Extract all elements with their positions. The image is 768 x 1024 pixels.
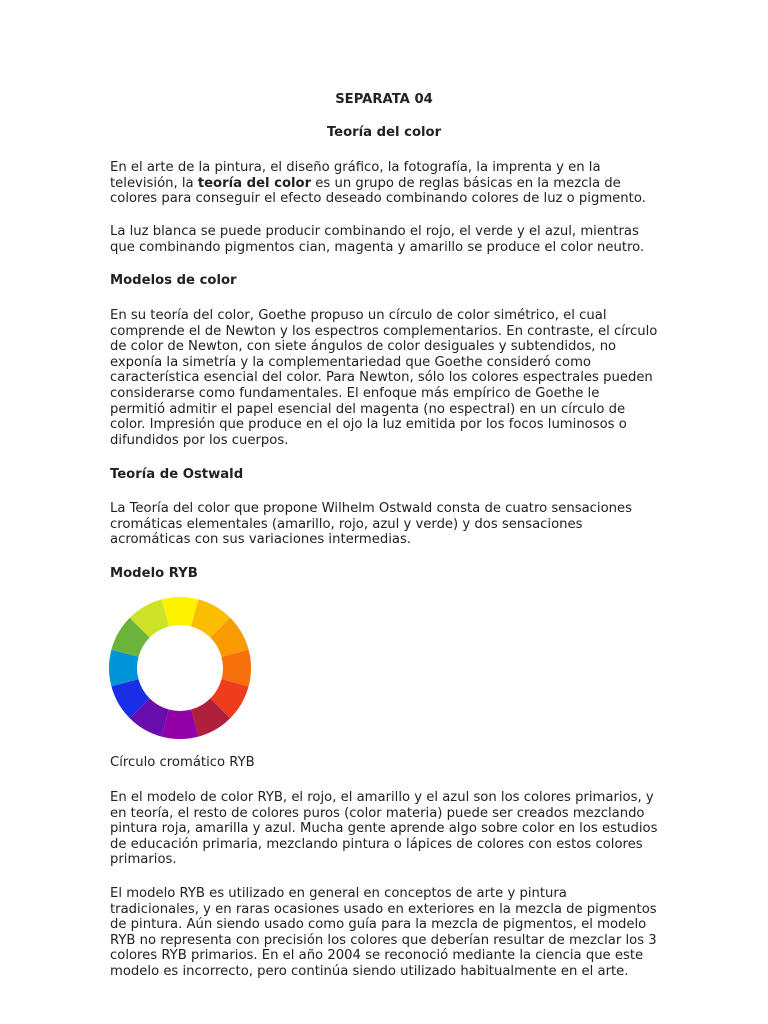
ryb-color-wheel bbox=[108, 596, 252, 740]
ostwald-text: La Teoría del color que propone Wilhelm Ostwald consta de cuatro sensaciones cromáticas elementales (amarillo, rojo, azul y verde) y dos sensaciones acromáticas con sus variaciones intermedias. bbox=[110, 501, 632, 548]
ryb-p2-text: El modelo RYB es utilizado en general en conceptos de arte y pintura tradicionales, y en raras ocasiones usado en exteriores en la mezcla de pigmentos de pintura. Aún siendo usado como guía para la mezcla de pigmentos, el modelo RYB no representa con precisión los colores que deberían resultar de mezclar los 3 colores RYB primarios. En el año 2004 se reconoció mediante la ciencia que este modelo es incorrecto, pero continúa siendo utilizado habitualmente en el arte. bbox=[110, 886, 657, 979]
ryb-p1-text: En el modelo de color RYB, el rojo, el amarillo y el azul son los colores primarios, y en teoría, el resto de colores puros (color materia) puede ser creados mezclando pintura roja, amarilla y azul. Mucha gente aprende algo sobre color en los estudios de educación primaria, mezclando pintura o lápices de colores con estos colores primarios. bbox=[110, 790, 658, 868]
document-subtitle: Teoría del color bbox=[326, 125, 442, 140]
intro-p1-post: es un grupo de reglas básicas en la mezcla de colores para conseguir el efecto deseado combinando colores de luz o pigmento. bbox=[110, 175, 646, 207]
section-heading-ryb: Modelo RYB bbox=[110, 566, 198, 581]
intro-p1-pre: En el arte de la pintura, el diseño gráfico, la fotografía, la imprenta y en la televisión, la bbox=[110, 160, 601, 191]
document-title: SEPARATA 04 bbox=[335, 92, 433, 107]
intro-p1-bold: teoría del color bbox=[197, 175, 312, 191]
models-text: En su teoría del color, Goethe propuso un círculo de color simétrico, el cual comprende el de Newton y los espectros complementarios. En contraste, el círculo de color de Newton, con siete ángulos de color desiguales y subtendidos, no exponía la simetría y la complementariedad que Goethe consideró como característica esencial del color. Para Newton, sólo los colores espectrales pueden considerarse como fundamentales. El enfoque más empírico de Goethe le permitió admitir el papel esencial del magenta (no espectral) en un círculo de color. Impresión que produce en el ojo la luz emitida por los focos luminosos o difundidos por los cuerpos. bbox=[110, 308, 658, 448]
intro-paragraph-1 bbox=[110, 160, 658, 207]
ryb-paragraph-2 bbox=[110, 886, 658, 980]
intro-p2-text: La luz blanca se puede producir combinando el rojo, el verde y el azul, mientras que combinando pigmentos cian, magenta y amarillo se produce el color neutro. bbox=[110, 224, 645, 255]
ryb-paragraph-1 bbox=[110, 790, 658, 868]
wheel-caption: Círculo cromático RYB bbox=[110, 755, 255, 770]
section-heading-ostwald: Teoría de Ostwald bbox=[110, 467, 244, 482]
ostwald-paragraph bbox=[110, 501, 658, 548]
models-paragraph bbox=[110, 308, 658, 448]
intro-paragraph-2 bbox=[110, 224, 658, 255]
section-heading-models: Modelos de color bbox=[110, 273, 237, 288]
